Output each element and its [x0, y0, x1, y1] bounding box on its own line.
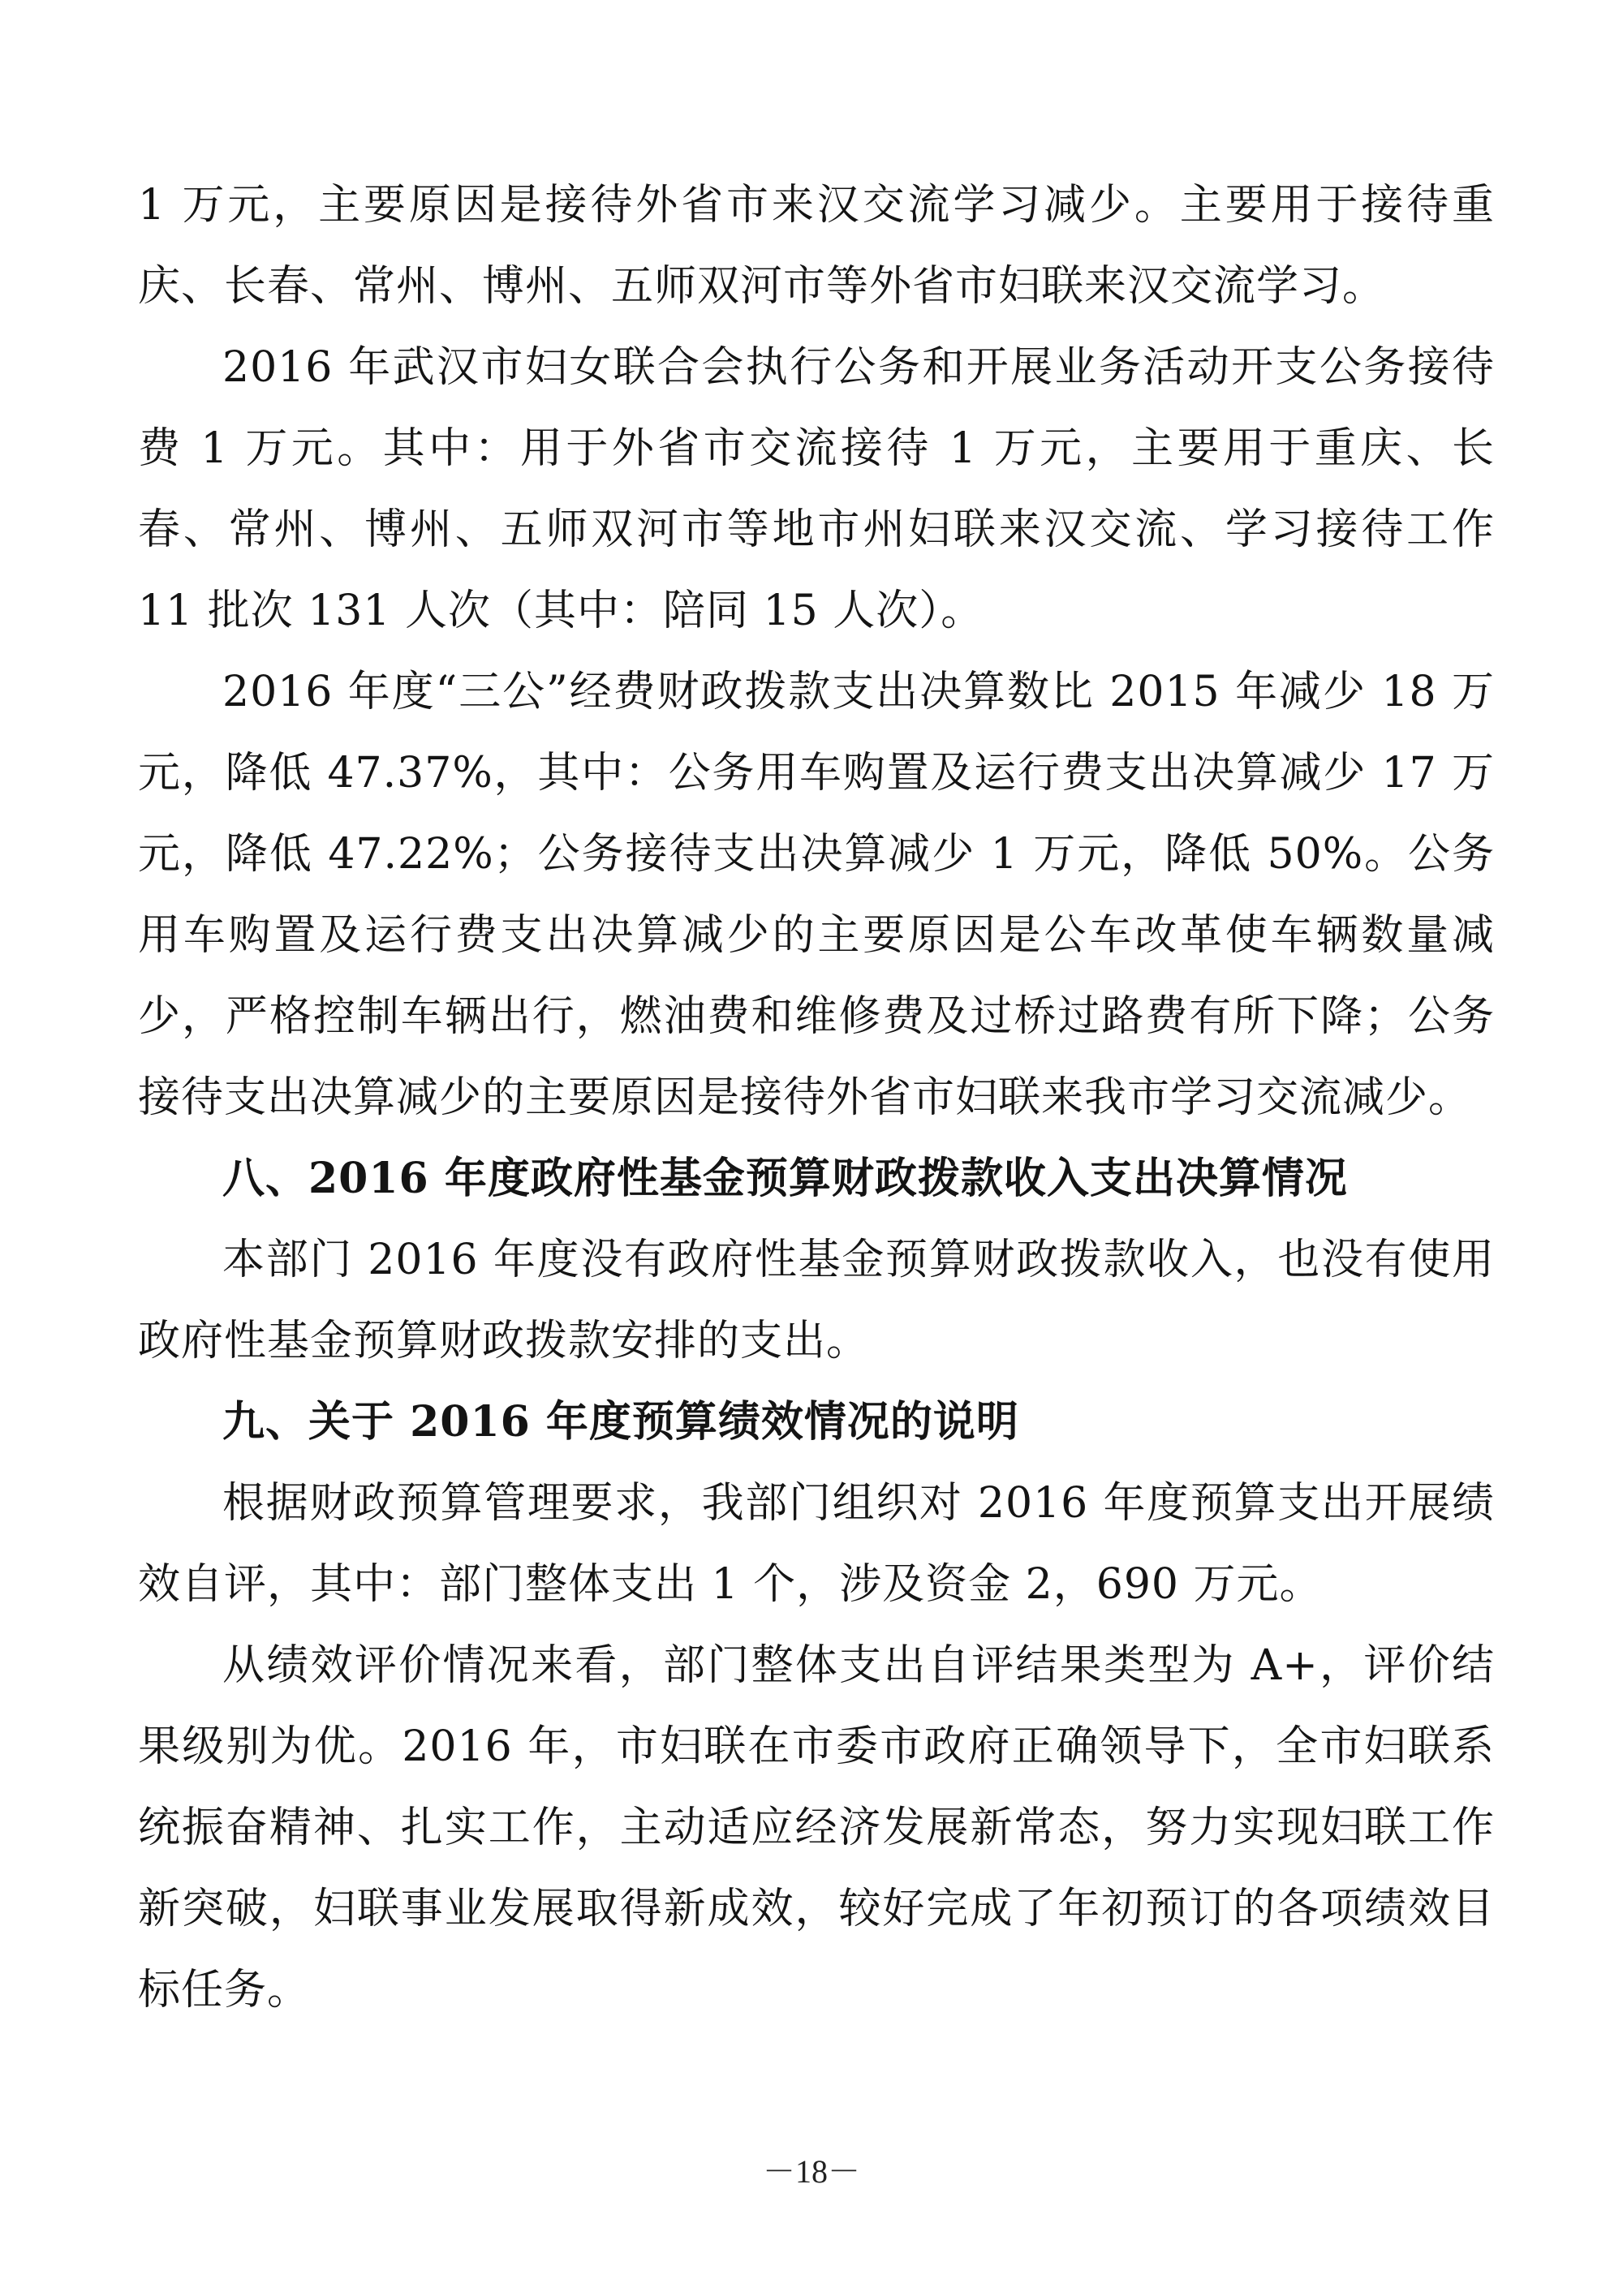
paragraph-government-fund: 本部门 2016 年度没有政府性基金预算财政拨款收入，也没有使用政府性基金预算财政拨款安排的支出。	[138, 1236, 1495, 1365]
paragraph-performance-result: 从绩效评价情况来看，部门整体支出自评结果类型为 A+，评价结果级别为优。2016 年，市妇联在市委市政府正确领导下，全市妇联系统振奋精神、扎实工作，主动适应经济发展新常态，努力实现妇联工作新突破，妇联事业发展取得新成效，较好完成了年初预订的各项绩效目标任务。	[138, 1641, 1495, 2014]
document-body	[138, 165, 1495, 2031]
paragraph-reception-expense: 2016 年武汉市妇女联合会执行公务和开展业务活动开支公务接待费 1 万元。其中：用于外省市交流接待 1 万元，主要用于重庆、长春、常州、博州、五师双河市等地市州妇联来汉交流、学习接待工作 11 批次 131 人次（其中：陪同 15 人次）。	[138, 343, 1495, 635]
section-heading-8: 八、2016 年度政府性基金预算财政拨款收入支出决算情况	[222, 1154, 1348, 1203]
page-number: －18－	[763, 2153, 860, 2190]
section-heading-9: 九、关于 2016 年度预算绩效情况的说明	[222, 1397, 1019, 1447]
paragraph-reception-summary: 1 万元，主要原因是接待外省市来汉交流学习减少。主要用于接待重庆、长春、常州、博州、五师双河市等外省市妇联来汉交流学习。	[138, 181, 1495, 311]
paragraph-performance-self-evaluation: 根据财政预算管理要求，我部门组织对 2016 年度预算支出开展绩效自评，其中：部门整体支出 1 个，涉及资金 2，690 万元。	[138, 1479, 1495, 1609]
paragraph-three-public-comparison: 2016 年度“三公”经费财政拨款支出决算数比 2015 年减少 18 万元，降低 47.37%，其中：公务用车购置及运行费支出决算减少 17 万元，降低 47.22%；公务接待支出决算减少 1 万元，降低 50%。公务用车购置及运行费支出决算减少的主要原因是公车改革使车辆数量减少，严格控制车辆出行，燃油费和维修费及过桥过路费有所下降；公务接待支出决算减少的主要原因是接待外省市妇联来我市学习交流减少。	[138, 668, 1495, 1122]
